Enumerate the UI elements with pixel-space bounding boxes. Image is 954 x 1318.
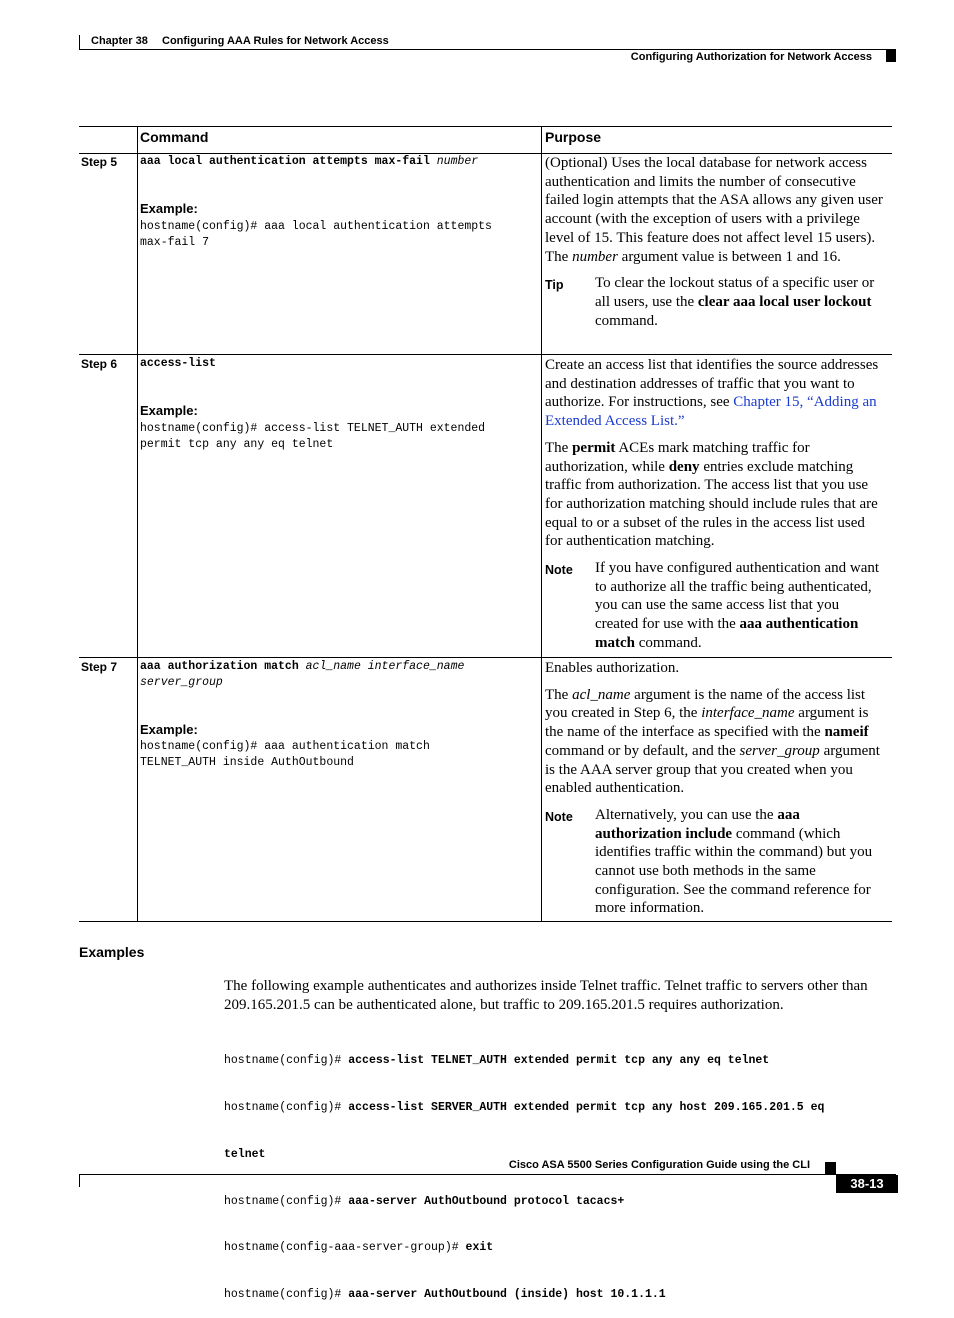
examples-heading: Examples <box>79 944 145 960</box>
code-line-4-prompt: hostname(config)# <box>224 1194 349 1208</box>
step-5-purpose-text <box>545 154 885 266</box>
table-row5-rule <box>79 354 892 355</box>
step-7-note <box>545 806 885 918</box>
step-6-example-label: Example: <box>140 403 198 418</box>
step-5-tip-label: Tip <box>545 278 564 293</box>
table-col-divider-1 <box>137 126 138 922</box>
header-left-vrule <box>79 35 80 50</box>
examples-intro: The following example authenticates and authorizes inside Telnet traffic. Telnet traffic to servers other than 209.165.201.5 can be authenticated alone, but traffic to 209.165.201.5 requires authorization. <box>224 978 868 1013</box>
step-7-p2-e: argument is the AAA server group that you created when you enabled authentication. <box>545 742 880 797</box>
step-5-command-arg: number <box>436 155 479 168</box>
code-line-4 <box>224 1194 824 1210</box>
header-rule <box>79 49 896 50</box>
step-6-note-text-b: command. <box>635 634 702 651</box>
step-6-label: Step 6 <box>81 357 118 371</box>
step-5-purpose <box>545 154 885 330</box>
step-7-command-line-1 <box>140 659 464 675</box>
section-title: Configuring Authorization for Network Access <box>630 51 872 63</box>
step-5-purpose-text-a: (Optional) Uses the local database for network access authentication and limits the number of consecutive failed login attempts that the ASA allows any given user account (with the exception of users with a privilege level of 15. This feature does not affect level 15 users). The <box>545 155 883 265</box>
step-5-example-label: Example: <box>140 201 198 216</box>
step-7-command <box>140 659 464 691</box>
step-6-note-label: Note <box>545 563 573 578</box>
step-6-purpose <box>545 356 885 653</box>
table-top-rule <box>79 126 892 127</box>
code-line-5-prompt: hostname(config-aaa-server-group)# <box>224 1241 466 1255</box>
step-7-example-line-1: hostname(config)# aaa authentication match <box>140 740 430 753</box>
step-5-command-keywords: aaa local authentication attempts max-fail <box>140 155 430 168</box>
step-6-note-text-a: If you have configured authentication and want to authorize all the traffic being authenticated, you can use the same access list that you created for use with the <box>595 560 880 633</box>
step-7-note-command: aaa authorization include <box>595 806 800 842</box>
step-7-command-arg-server-group: server_group <box>140 676 223 689</box>
chapter-title: Configuring AAA Rules for Network Access <box>162 35 389 47</box>
code-line-5-cmd: exit <box>465 1241 494 1255</box>
code-line-6-cmd: aaa-server AuthOutbound (inside) host 10.1.1.1 <box>348 1288 666 1302</box>
step-6-p2-a: The <box>545 439 573 456</box>
step-7-purpose-text: Enables authorization. <box>545 660 680 676</box>
step-6-p2-c: entries exclude matching traffic from authorization. The access list that you use for authorization matching should include rules that are equal to or a subset of the rules in the access list used for authentication matching. <box>545 458 878 550</box>
step-7-p2-acl-name: acl_name <box>572 686 631 703</box>
step-7-p2-nameif: nameif <box>824 724 869 741</box>
step-7-p2-b: argument is the name of the access list you created in Step 6, the <box>545 686 866 722</box>
table-bottom-rule <box>79 921 892 922</box>
step-7-note-text-b: command (which identifies traffic within the command) but you cannot use both methods in the same configuration. See the command reference for more information. <box>595 825 873 917</box>
step-6-command-keywords: access-list <box>140 357 216 370</box>
step-5-tip-command: clear aaa local user lockout <box>697 293 872 310</box>
step-7-note-label: Note <box>545 809 573 824</box>
code-line-5 <box>224 1240 824 1256</box>
step-7-command-line-2 <box>140 675 464 691</box>
code-line-1 <box>224 1053 824 1069</box>
table-row6-rule <box>79 657 892 658</box>
footer-rule <box>79 1174 896 1175</box>
step-6-note-text <box>595 559 885 653</box>
code-line-2-prompt: hostname(config)# <box>224 1100 349 1114</box>
table-col-divider-2 <box>541 126 542 922</box>
step-5-example-line-1: hostname(config)# aaa local authentication attempts <box>140 220 492 233</box>
step-7-purpose <box>545 659 885 918</box>
code-line-4-cmd: aaa-server AuthOutbound protocol tacacs+ <box>348 1194 625 1208</box>
step-6-note-command: aaa authentication match <box>595 616 859 651</box>
code-line-2 <box>224 1100 824 1116</box>
code-line-6-prompt: hostname(config)# <box>224 1288 349 1302</box>
header-marker-block <box>886 50 896 62</box>
step-7-command-keywords: aaa authorization match <box>140 660 299 673</box>
step-6-example <box>140 421 485 453</box>
step-6-note <box>545 559 885 653</box>
code-line-1-prompt: hostname(config)# <box>224 1054 349 1068</box>
code-line-2-cmd: access-list SERVER_AUTH extended permit tcp any host 209.165.201.5 eq <box>348 1100 825 1114</box>
step-5-purpose-arg: number <box>572 248 618 265</box>
step-6-purpose-text-a: Create an access list that identifies the source addresses and destination addresses of traffic that you want to authorize. For instructions, see <box>545 357 879 411</box>
footer-left-vrule <box>79 1174 80 1187</box>
step-5-label: Step 5 <box>81 155 118 169</box>
step-5-tip <box>545 274 885 330</box>
step-5-tip-text-a: To clear the lockout status of a specific user or all users, use the <box>595 275 875 310</box>
step-5-example-line-2: max-fail 7 <box>140 236 210 249</box>
step-6-example-line-2: permit tcp any any eq telnet <box>140 438 334 451</box>
step-7-p2-d: command or by default, and the <box>545 742 740 759</box>
step-6-p2-b: ACEs mark matching traffic for authorization, while <box>545 439 810 475</box>
page-number: 38-13 <box>836 1175 898 1193</box>
code-line-3-cmd: telnet <box>224 1147 266 1161</box>
step-7-example-label: Example: <box>140 722 198 737</box>
step-7-p2-interface-name: interface_name <box>701 705 795 722</box>
code-line-6 <box>224 1287 824 1303</box>
step-6-p2-permit: permit <box>572 439 616 456</box>
step-7-example <box>140 739 430 771</box>
step-7-note-text-a: Alternatively, you can use the <box>595 806 778 823</box>
step-7-example-line-2: TELNET_AUTH inside AuthOutbound <box>140 756 354 769</box>
step-6-command <box>140 356 216 372</box>
step-5-tip-text <box>595 274 885 330</box>
step-6-purpose-text <box>545 356 885 431</box>
guide-title: Cisco ASA 5500 Series Configuration Guide using the CLI <box>508 1159 810 1171</box>
step-6-p2-deny: deny <box>668 458 700 475</box>
step-7-note-text <box>595 806 885 918</box>
step-7-p2-c: argument is the name of the interface as specified with the <box>545 705 869 741</box>
code-line-1-cmd: access-list TELNET_AUTH extended permit tcp any any eq telnet <box>348 1054 770 1068</box>
step-7-label: Step 7 <box>81 660 118 674</box>
step-7-command-args: acl_name interface_name <box>305 660 465 673</box>
col-header-command: Command <box>140 129 209 145</box>
chapter-15-link[interactable]: Chapter 15, “Adding an Extended Access List.” <box>545 394 877 430</box>
step-5-tip-text-b: command. <box>595 312 658 329</box>
step-7-purpose-text-2 <box>545 686 885 798</box>
step-7-p2-server-group: server_group <box>739 742 820 759</box>
step-6-purpose-text-2 <box>545 439 885 551</box>
step-5-command <box>140 154 478 170</box>
step-6-example-line-1: hostname(config)# access-list TELNET_AUTH extended <box>140 422 486 435</box>
chapter-label: Chapter 38 <box>91 35 148 47</box>
step-5-purpose-text-b: argument value is between 1 and 16. <box>617 248 841 265</box>
col-header-purpose: Purpose <box>545 129 602 145</box>
step-5-example <box>140 219 492 251</box>
step-7-p2-a: The <box>545 686 573 703</box>
